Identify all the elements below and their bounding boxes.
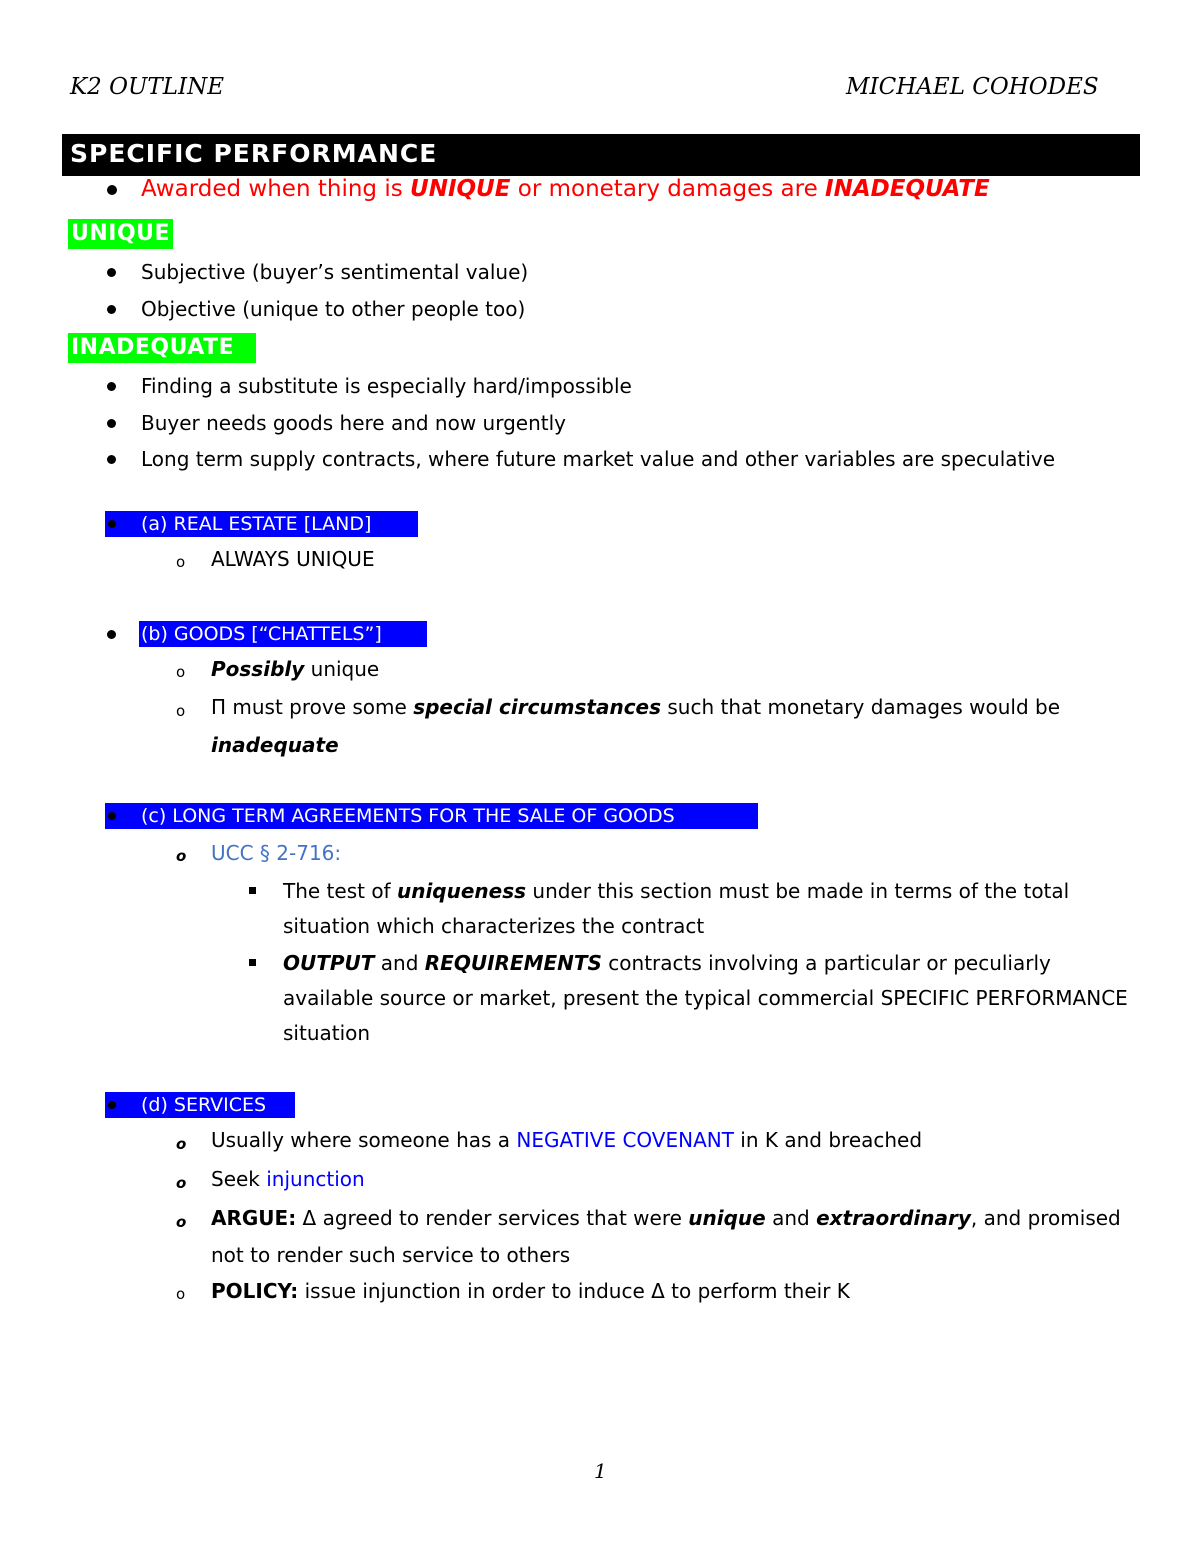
injunction-term: injunction bbox=[266, 1167, 365, 1191]
emphasis-text: extraordinary bbox=[816, 1206, 971, 1230]
header-left: K2 OUTLINE bbox=[70, 74, 224, 100]
bullet bbox=[108, 520, 116, 528]
argue-label: ARGUE: bbox=[211, 1206, 297, 1230]
circle-bullet: o bbox=[176, 1285, 186, 1303]
list-item bbox=[283, 879, 1069, 903]
plain-text: under this section must be made in terms of the total bbox=[526, 879, 1070, 903]
list-item-continued: not to render such service to others bbox=[211, 1243, 571, 1267]
bullet bbox=[107, 382, 116, 391]
list-item: Objective (unique to other people too) bbox=[141, 297, 526, 321]
list-item: ALWAYS UNIQUE bbox=[211, 547, 375, 571]
inadequate-heading: INADEQUATE bbox=[68, 333, 256, 363]
plain-text: and bbox=[765, 1206, 817, 1230]
real-estate-heading bbox=[105, 511, 418, 537]
plain-text: such that monetary damages would be bbox=[661, 695, 1061, 719]
ucc-reference: UCC § 2-716: bbox=[211, 841, 342, 865]
bullet bbox=[107, 268, 116, 277]
plain-text: Π must prove some bbox=[211, 695, 414, 719]
circle-bullet: o bbox=[176, 847, 187, 865]
goods-heading bbox=[139, 621, 427, 647]
policy-label: POLICY: bbox=[211, 1279, 299, 1303]
intro-inadequate: INADEQUATE bbox=[825, 176, 990, 202]
circle-bullet: o bbox=[176, 702, 186, 720]
bullet bbox=[107, 419, 116, 428]
circle-bullet: o bbox=[176, 663, 186, 681]
intro-text: Awarded when thing is bbox=[141, 176, 411, 202]
list-item bbox=[283, 951, 1051, 975]
emphasis-text: REQUIREMENTS bbox=[424, 951, 602, 975]
list-item-continued: inadequate bbox=[211, 733, 339, 757]
list-item-continued: situation which characterizes the contract bbox=[283, 914, 705, 938]
plain-text: unique bbox=[304, 657, 380, 681]
list-item bbox=[211, 1167, 365, 1191]
list-item: Finding a substitute is especially hard/impossible bbox=[141, 374, 632, 398]
circle-bullet: o bbox=[176, 553, 186, 571]
plain-text: contracts involving a particular or peculiarly bbox=[601, 951, 1051, 975]
bullet bbox=[107, 185, 117, 195]
plain-text: issue injunction in order to induce Δ to perform their K bbox=[298, 1279, 850, 1303]
header-right: MICHAEL COHODES bbox=[846, 74, 1099, 100]
list-item bbox=[211, 657, 379, 681]
real-estate-label: (a) REAL ESTATE [LAND] bbox=[141, 513, 372, 535]
list-item bbox=[211, 1206, 1121, 1230]
list-item bbox=[211, 1128, 922, 1152]
list-item bbox=[211, 695, 1060, 719]
plain-text: Seek bbox=[211, 1167, 267, 1191]
intro-text-mid: or monetary damages are bbox=[510, 176, 826, 202]
plain-text: in K and breached bbox=[733, 1128, 923, 1152]
unique-heading: UNIQUE bbox=[68, 219, 173, 249]
intro-unique: UNIQUE bbox=[410, 176, 511, 202]
square-bullet bbox=[249, 959, 256, 966]
goods-label: (b) GOODS [“CHATTELS”] bbox=[141, 623, 382, 645]
circle-bullet: o bbox=[176, 1174, 187, 1192]
bullet bbox=[107, 455, 116, 464]
circle-bullet: o bbox=[176, 1135, 187, 1153]
emphasis-text: OUTPUT bbox=[283, 951, 375, 975]
negative-covenant-term: NEGATIVE COVENANT bbox=[516, 1128, 734, 1152]
list-item: Long term supply contracts, where future market value and other variables are speculative bbox=[141, 447, 1056, 471]
list-item: Buyer needs goods here and now urgently bbox=[141, 411, 567, 435]
bullet bbox=[108, 1101, 116, 1109]
bullet bbox=[108, 812, 116, 820]
services-heading bbox=[105, 1092, 295, 1118]
plain-text: The test of bbox=[283, 879, 397, 903]
list-item: Subjective (buyer’s sentimental value) bbox=[141, 260, 529, 284]
square-bullet bbox=[249, 887, 256, 894]
page-number: 1 bbox=[594, 1459, 607, 1483]
plain-text: and bbox=[374, 951, 425, 975]
bullet bbox=[107, 630, 116, 639]
emphasis-text: special circumstances bbox=[413, 695, 662, 719]
emphasis-text: unique bbox=[688, 1206, 766, 1230]
section-title-bar bbox=[62, 134, 1140, 176]
section-title: SPECIFIC PERFORMANCE bbox=[70, 139, 438, 168]
services-label: (d) SERVICES bbox=[141, 1094, 267, 1116]
long-term-label: (c) LONG TERM AGREEMENTS FOR THE SALE OF GOODS bbox=[141, 805, 675, 827]
long-term-heading bbox=[105, 803, 758, 829]
plain-text: Usually where someone has a bbox=[211, 1128, 517, 1152]
intro-line bbox=[141, 176, 990, 202]
plain-text: , and promised bbox=[970, 1206, 1121, 1230]
list-item-continued: available source or market, present the typical commercial SPECIFIC PERFORMANCE bbox=[283, 986, 1128, 1010]
circle-bullet: o bbox=[176, 1213, 187, 1231]
emphasis-text: uniqueness bbox=[396, 879, 527, 903]
list-item bbox=[211, 1279, 850, 1303]
emphasis-text: Possibly bbox=[211, 657, 305, 681]
list-item-continued: situation bbox=[283, 1021, 371, 1045]
plain-text: Δ agreed to render services that were bbox=[296, 1206, 689, 1230]
bullet bbox=[107, 305, 116, 314]
